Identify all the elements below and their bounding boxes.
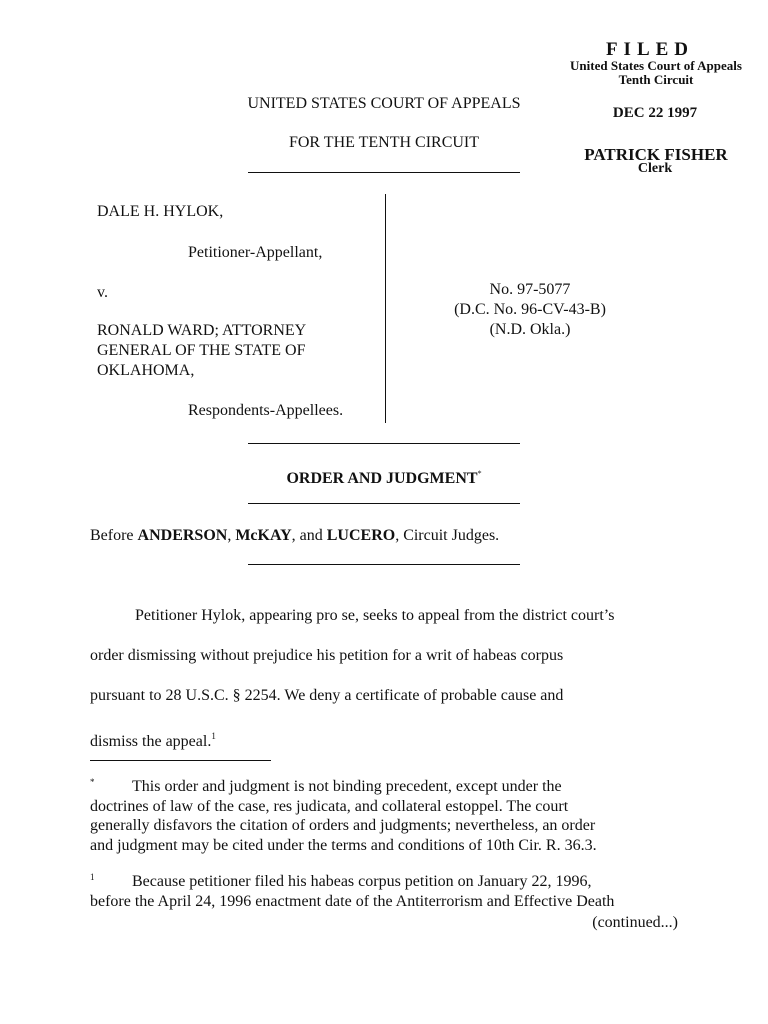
case-number: No. 97-5077 [489, 281, 571, 298]
order-title-divider [248, 503, 520, 504]
filed-stamp-title: FILED [605, 39, 695, 60]
petitioner-role: Petitioner-Appellant, [188, 244, 323, 261]
judge-mckay: McKAY [235, 527, 292, 544]
judge-anderson: ANDERSON [137, 527, 228, 544]
caption-divider [385, 194, 386, 423]
footnote-ref-1: 1 [211, 731, 216, 741]
judge-lucero: LUCERO [326, 527, 396, 544]
panel-divider [248, 564, 520, 565]
body-line-3: pursuant to 28 U.S.C. § 2254. We deny a certificate of probable cause and [90, 687, 564, 704]
body-line-2: order dismissing without prejudice his petition for a writ of habeas corpus [90, 647, 564, 664]
footnote-1-line-1: 1 Because petitioner filed his habeas corpus petition on January 22, 1996, [90, 872, 592, 890]
footnote-1 [90, 872, 690, 911]
body-line-1: Petitioner Hylok, appearing pro se, seeks to appeal from the district court’s [135, 607, 615, 624]
court-name-line2: FOR THE TENTH CIRCUIT [288, 134, 480, 151]
footnote-star-line-3: generally disfavors the citation of orders and judgments; nevertheless, an order [90, 817, 596, 834]
footnote-star-line-2: doctrines of law of the case, res judicata, and collateral estoppel. The court [90, 797, 569, 815]
continued-marker: (continued...) [592, 914, 678, 931]
footnote-1-line-1-text: Because petitioner filed his habeas corpus petition on January 22, 1996, [132, 873, 592, 890]
footnote-separator [90, 760, 271, 761]
filed-stamp-date: DEC 22 1997 [612, 105, 698, 121]
respondent-line-2: GENERAL OF THE STATE OF [97, 342, 306, 359]
order-title-text: ORDER AND JUDGMENT [286, 470, 478, 487]
body-line-4-text: dismiss the appeal. [90, 733, 212, 750]
filed-stamp-circuit: Tenth Circuit [618, 72, 694, 87]
versus: v. [97, 284, 108, 301]
footnote-star-line-4: and judgment may be cited under the terms and conditions of 10th Cir. R. 36.3. [90, 836, 597, 854]
respondent-line-1: RONALD WARD; ATTORNEY [97, 322, 307, 339]
footnote-star-line-1-text: This order and judgment is not binding precedent, except under the [132, 778, 562, 795]
petitioner-name: DALE H. HYLOK, [97, 203, 224, 220]
court-name-line1: UNITED STATES COURT OF APPEALS [247, 95, 521, 112]
body-line-4 [90, 726, 690, 752]
order-title [200, 464, 568, 489]
panel-separator-2: , and [291, 527, 327, 544]
filed-stamp-clerk-title: Clerk [637, 161, 673, 176]
panel-prefix: Before [90, 527, 138, 544]
filed-stamp-court: United States Court of Appeals [570, 58, 742, 73]
district-case-number: (D.C. No. 96-CV-43-B) [454, 301, 606, 318]
respondent-role: Respondents-Appellees. [188, 402, 344, 419]
panel-suffix: , Circuit Judges. [395, 527, 500, 544]
footnote-1-line-2: before the April 24, 1996 enactment date of the Antiterrorism and Effective Death [90, 892, 615, 910]
respondent-line-3: OKLAHOMA, [97, 362, 195, 379]
caption-bottom-divider [248, 443, 520, 444]
panel-separator-1: , [227, 527, 236, 544]
footnote-star-line-1: * This order and judgment is not binding precedent, except under the [90, 777, 562, 795]
footnote-star [90, 777, 690, 855]
case-number-block [420, 280, 640, 340]
header-divider [248, 172, 520, 173]
district-court: (N.D. Okla.) [489, 321, 571, 338]
filed-stamp-clerk-name: PATRICK FISHER [584, 145, 728, 164]
order-title-footnote-marker: * [477, 469, 482, 478]
panel-line [90, 526, 690, 546]
